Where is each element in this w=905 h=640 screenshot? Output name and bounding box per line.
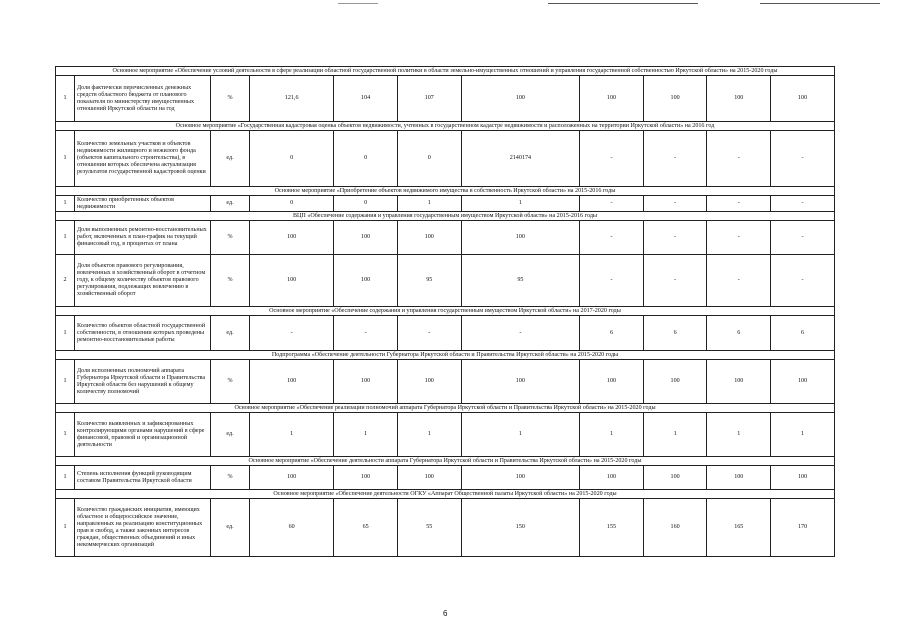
- table-row: [56, 316, 835, 351]
- value-cell: 100: [771, 360, 835, 404]
- value-cell: -: [580, 131, 644, 187]
- row-number: 1: [56, 76, 75, 122]
- value-cell: 165: [707, 499, 771, 557]
- value-cell: 60: [250, 499, 334, 557]
- value-cell: 100: [250, 360, 334, 404]
- section-header-row: [56, 457, 835, 466]
- value-cell: 1: [334, 413, 398, 457]
- section-header: Подпрограмма «Обеспечение деятельности Губернатора Иркутской области и Правительства Иркутской области» на 2015-2020 годы: [56, 351, 835, 360]
- value-cell: 1: [461, 196, 580, 212]
- value-cell: 2140174: [461, 131, 580, 187]
- value-cell: 65: [334, 499, 398, 557]
- unit-cell: ед.: [211, 413, 250, 457]
- value-cell: -: [771, 196, 835, 212]
- value-cell: 100: [461, 466, 580, 490]
- value-cell: 6: [707, 316, 771, 351]
- value-cell: -: [580, 255, 644, 307]
- section-header-row: [56, 212, 835, 221]
- value-cell: 6: [643, 316, 707, 351]
- value-cell: 1: [707, 413, 771, 457]
- value-cell: 100: [334, 255, 398, 307]
- value-cell: 1: [397, 413, 461, 457]
- table-row: [56, 360, 835, 404]
- value-cell: 100: [334, 466, 398, 490]
- value-cell: -: [461, 316, 580, 351]
- section-header: Основное мероприятие «Обеспечение деятельности аппарата Губернатора Иркутской области и Правительства Иркутской области» на 2015-2020 годы: [56, 457, 835, 466]
- value-cell: 100: [397, 360, 461, 404]
- indicator-name: Доля объектов правового регулирования, вовлеченных в хозяйственный оборот в отчетном году, к общему количеству объектов правового регулирования, подлежащих вовлечению в хозяйственный оборот: [75, 255, 211, 307]
- value-cell: 150: [461, 499, 580, 557]
- indicator-table: [55, 66, 835, 557]
- indicator-name: Доля фактически перечисленных денежных средств областного бюджета от планового показателя по министерству имущественных отношений Иркутской области на год: [75, 76, 211, 122]
- value-cell: 100: [397, 221, 461, 255]
- indicator-table-body: [56, 67, 835, 557]
- value-cell: 1: [643, 413, 707, 457]
- value-cell: -: [771, 255, 835, 307]
- value-cell: 107: [397, 76, 461, 122]
- indicator-name: Количество гражданских инициатив, имеющих областное и общероссийское значение, направленных на реализацию конституционных прав и свобод, а также законных интересов граждан, общественных объединений и иных некоммерческих организаций: [75, 499, 211, 557]
- value-cell: 0: [397, 131, 461, 187]
- value-cell: 100: [771, 76, 835, 122]
- value-cell: 1: [250, 413, 334, 457]
- section-header-row: [56, 307, 835, 316]
- row-number: 2: [56, 255, 75, 307]
- value-cell: -: [771, 131, 835, 187]
- value-cell: 100: [334, 221, 398, 255]
- indicator-name: Количество выявленных и зафиксированных контролирующими органами нарушений в сфере финансовой, правовой и организационной деятельности: [75, 413, 211, 457]
- value-cell: 100: [250, 255, 334, 307]
- value-cell: -: [643, 131, 707, 187]
- row-number: 1: [56, 466, 75, 490]
- value-cell: 100: [643, 360, 707, 404]
- section-header: Основное мероприятие «Обеспечение условий деятельности в сфере реализации областной государственной политики в области земельно-имущественных отношений и управления государственной собственностью Иркутской области» на 2015-2020 годы: [56, 67, 835, 76]
- table-row: [56, 131, 835, 187]
- section-header: Основное мероприятие «Государственная кадастровая оценка объектов недвижимости, учтенных в государственном кадастре недвижимости и расположенных на территории Иркутской области» на 2016 год: [56, 122, 835, 131]
- value-cell: -: [643, 255, 707, 307]
- row-number: 1: [56, 360, 75, 404]
- section-header-row: [56, 404, 835, 413]
- value-cell: 100: [250, 466, 334, 490]
- unit-cell: ед.: [211, 131, 250, 187]
- table-row: [56, 466, 835, 490]
- scan-artifact-line: [760, 3, 880, 4]
- scan-artifact-line: [548, 3, 698, 4]
- row-number: 1: [56, 499, 75, 557]
- value-cell: 1: [580, 413, 644, 457]
- unit-cell: %: [211, 360, 250, 404]
- unit-cell: ед.: [211, 316, 250, 351]
- value-cell: 121,6: [250, 76, 334, 122]
- table-row: [56, 76, 835, 122]
- unit-cell: %: [211, 466, 250, 490]
- value-cell: 100: [643, 76, 707, 122]
- value-cell: 95: [397, 255, 461, 307]
- scan-artifact-line: [338, 3, 378, 4]
- value-cell: 1: [771, 413, 835, 457]
- indicator-name: Количество объектов областной государственной собственности, в отношении которых проведены ремонтно-восстановительные работы: [75, 316, 211, 351]
- value-cell: -: [771, 221, 835, 255]
- section-header: Основное мероприятие «Приобретение объектов недвижимого имущества в собственность Иркутской области» на 2015-2016 годы: [56, 187, 835, 196]
- section-header: Основное мероприятие «Обеспечение реализации полномочий аппарата Губернатора Иркутской области и Правительства Иркутской области» на 2015-2020 годы: [56, 404, 835, 413]
- table-row: [56, 196, 835, 212]
- value-cell: 100: [580, 360, 644, 404]
- table-row: [56, 499, 835, 557]
- row-number: 1: [56, 316, 75, 351]
- value-cell: -: [643, 196, 707, 212]
- unit-cell: %: [211, 76, 250, 122]
- indicator-name: Количество приобретенных объектов недвижимости: [75, 196, 211, 212]
- value-cell: 100: [397, 466, 461, 490]
- unit-cell: ед.: [211, 499, 250, 557]
- indicator-name: Степень исполнения функций руководящим составом Правительства Иркутской области: [75, 466, 211, 490]
- row-number: 1: [56, 221, 75, 255]
- table-row: [56, 413, 835, 457]
- value-cell: 160: [643, 499, 707, 557]
- value-cell: -: [334, 316, 398, 351]
- value-cell: 100: [580, 76, 644, 122]
- value-cell: -: [707, 255, 771, 307]
- value-cell: 95: [461, 255, 580, 307]
- value-cell: 100: [461, 221, 580, 255]
- value-cell: 1: [397, 196, 461, 212]
- value-cell: 100: [580, 466, 644, 490]
- value-cell: 100: [707, 76, 771, 122]
- value-cell: 100: [771, 466, 835, 490]
- section-header-row: [56, 490, 835, 499]
- section-header: Основное мероприятие «Обеспечение деятельности ОГКУ «Аппарат Общественной палаты Иркутской области» на 2015-2020 годы: [56, 490, 835, 499]
- section-header-row: [56, 351, 835, 360]
- section-header-row: [56, 122, 835, 131]
- value-cell: -: [707, 196, 771, 212]
- value-cell: -: [707, 221, 771, 255]
- section-header-row: [56, 187, 835, 196]
- table-row: [56, 255, 835, 307]
- value-cell: 6: [771, 316, 835, 351]
- row-number: 1: [56, 413, 75, 457]
- value-cell: -: [580, 221, 644, 255]
- section-header: ВЦП «Обеспечение содержания и управления государственным имуществом Иркутской области» на 2015-2016 годы: [56, 212, 835, 221]
- table-row: [56, 221, 835, 255]
- value-cell: 100: [250, 221, 334, 255]
- indicator-name: Доля выполненных ремонтно-восстановительных работ, включенных в план-график на текущий финансовый год, в процентах от плана: [75, 221, 211, 255]
- value-cell: 6: [580, 316, 644, 351]
- page-number: 6: [443, 609, 448, 618]
- value-cell: 100: [334, 360, 398, 404]
- value-cell: 100: [707, 466, 771, 490]
- value-cell: 170: [771, 499, 835, 557]
- unit-cell: ед.: [211, 196, 250, 212]
- value-cell: 100: [461, 76, 580, 122]
- value-cell: 104: [334, 76, 398, 122]
- indicator-name: Количество земельных участков и объектов недвижимости жилищного и нежилого фонда (объектов капитального строительства), в отношении которых обеспечена актуализация результатов государственной кадастровой оценки: [75, 131, 211, 187]
- value-cell: -: [580, 196, 644, 212]
- value-cell: 0: [334, 131, 398, 187]
- value-cell: -: [707, 131, 771, 187]
- indicator-name: Доля исполненных полномочий аппарата Губернатора Иркутской области и Правительства Иркутской области без нарушений к общему количеству полномочий: [75, 360, 211, 404]
- unit-cell: %: [211, 221, 250, 255]
- value-cell: 0: [250, 196, 334, 212]
- section-header-row: [56, 67, 835, 76]
- value-cell: 100: [461, 360, 580, 404]
- value-cell: 55: [397, 499, 461, 557]
- value-cell: -: [397, 316, 461, 351]
- value-cell: 100: [643, 466, 707, 490]
- unit-cell: %: [211, 255, 250, 307]
- value-cell: 0: [250, 131, 334, 187]
- value-cell: -: [250, 316, 334, 351]
- value-cell: 1: [461, 413, 580, 457]
- row-number: 1: [56, 196, 75, 212]
- value-cell: 0: [334, 196, 398, 212]
- row-number: 1: [56, 131, 75, 187]
- value-cell: -: [643, 221, 707, 255]
- section-header: Основное мероприятие «Обеспечение содержания и управления государственным имуществом Иркутской области» на 2017-2020 годы: [56, 307, 835, 316]
- value-cell: 155: [580, 499, 644, 557]
- value-cell: 100: [707, 360, 771, 404]
